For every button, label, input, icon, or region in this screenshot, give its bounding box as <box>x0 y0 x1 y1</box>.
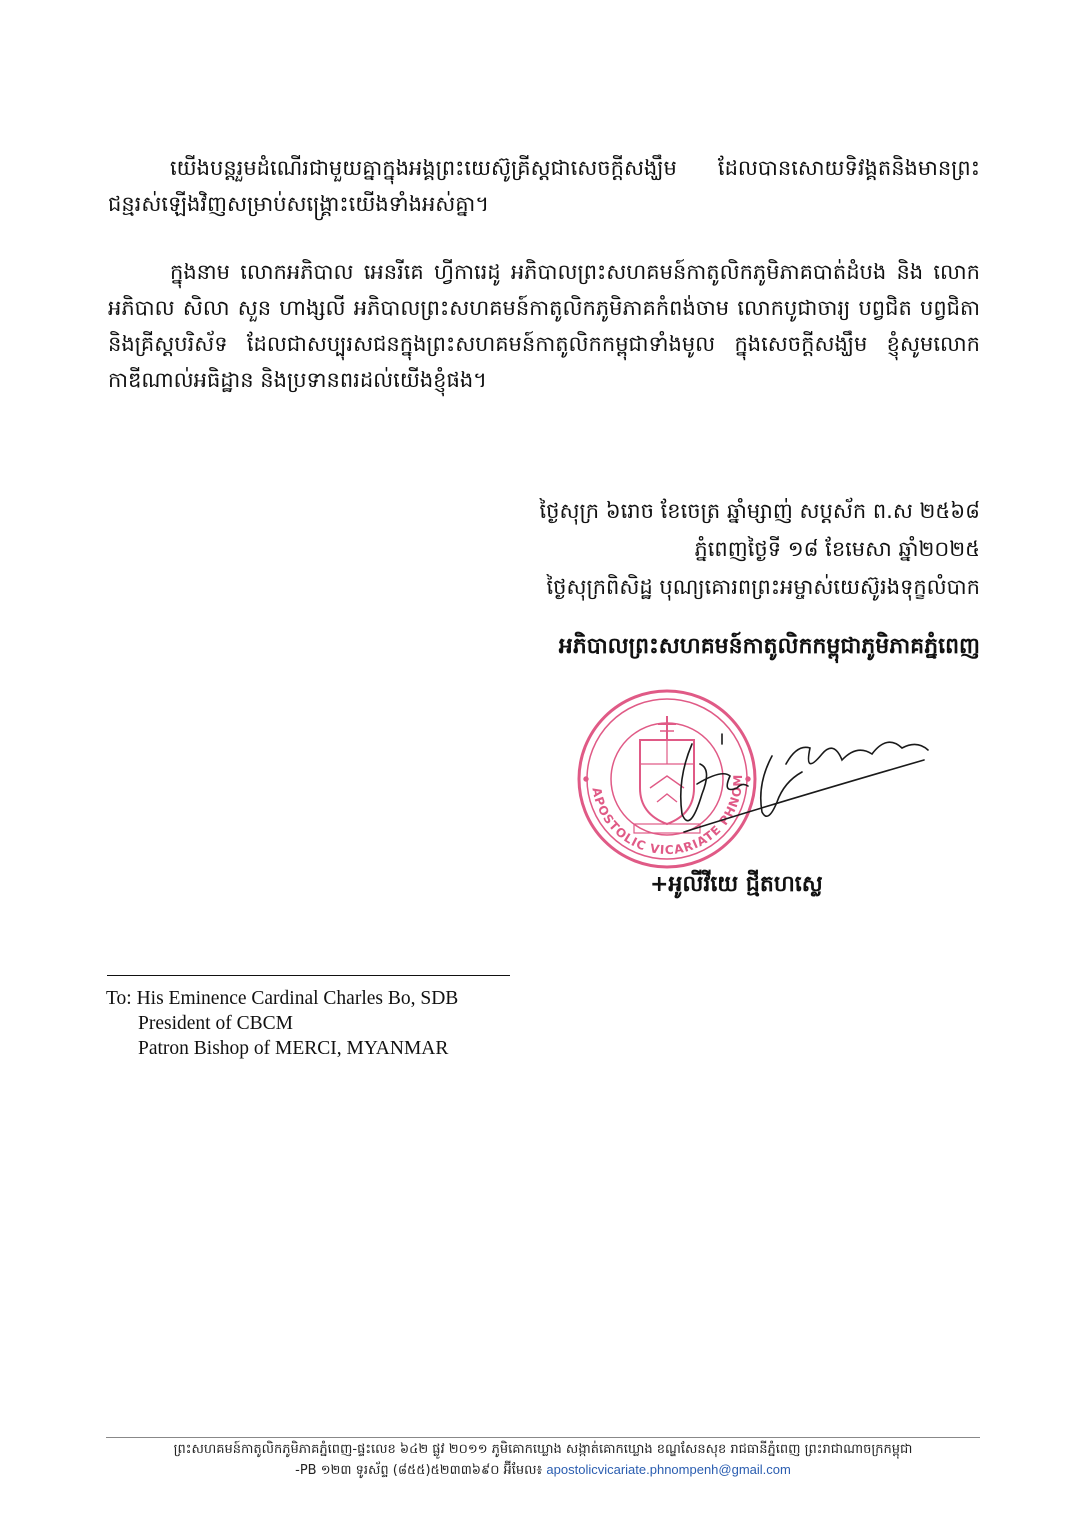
addressee-block <box>106 986 458 1061</box>
footer-email-link[interactable]: apostolicvicariate.phnompenh@gmail.com <box>546 1462 791 1477</box>
seal-and-signature <box>572 684 942 874</box>
occasion-line: ថ្ងៃសុក្រពិសិដ្ឋ បុណ្យគោរពព្រះអម្ចាស់យេស៊ូរងទុក្ខលំបាក <box>546 575 980 599</box>
footer-divider <box>106 1437 980 1438</box>
addressee-line-3: Patron Bishop of MERCI, MYANMAR <box>138 1038 449 1059</box>
paragraph-1-text: យើងបន្តរួមដំណើរជាមួយគ្នាក្នុងអង្គព្រះយេស៊ូគ្រីស្តជាសេចក្ដីសង្ឃឹម ដែលបានសោយទិវង្គតនិងមានព្រះជន្មរស់ឡើងវិញសម្រាប់សង្គ្រោះយើងទាំងអស់គ្នា។ <box>108 156 980 216</box>
addressee-line-2: President of CBCM <box>138 1013 293 1034</box>
date-block <box>540 492 980 606</box>
signatory-name: +អូលីវីយេ ជ្មីតហស្លេ <box>650 872 823 897</box>
separator-line <box>107 975 510 976</box>
solar-date: ភ្នំពេញថ្ងៃទី ១៨ ខែមេសា ឆ្នាំ២០២៥ <box>694 537 980 561</box>
seal-stamp-icon <box>572 684 942 874</box>
lunar-date: ថ្ងៃសុក្រ ៦រោច ខែចេត្រ ឆ្នាំម្សាញ់ សប្តស័ក ព.ស ២៥៦៨ <box>539 499 980 523</box>
body-paragraph-2 <box>108 254 980 398</box>
body-paragraph-1 <box>108 150 980 222</box>
seal-text: APOSTOLIC VICARIATE PHNOM <box>589 773 746 858</box>
footer-contact <box>100 1460 986 1481</box>
footer-contact-prefix: -PB ១២៣ ទូរស័ព្ទ (៨៥៥)៥២៣៣៦៩០ អ៊ីមែល៖ <box>295 1463 543 1478</box>
signatory-office-title: អភិបាលព្រះសហគមន៍កាតូលិកកម្ពុជាភូមិភាគភ្នំពេញ <box>558 634 980 659</box>
page-footer <box>100 1440 986 1481</box>
footer-address: ព្រះសហគមន៍កាតូលិកភូមិភាគភ្នំពេញ-ផ្ទះលេខ ៦៤២ ផ្លូវ ២០១១ ភូមិគោកឃ្លោង សង្កាត់គោកឃ្លោង ខណ្ឌសែនសុខ រាជធានីភ្នំពេញ ព្រះរាជាណាចក្រកម្ពុជា <box>173 1442 913 1457</box>
paragraph-2-text: ក្នុងនាម លោកអភិបាល អេនរីគេ ហ្វីការេដូ អភិបាលព្រះសហគមន៍កាតូលិកភូមិភាគបាត់ដំបង និង លោកអភិបាល សិលា សួន ហាង្សលី អភិបាលព្រះសហគមន៍កាតូលិកភូមិភាគកំពង់ចាម លោកបូជាចារ្យ បព្វជិត បព្វជិតា និងគ្រីស្តបរិស័ទ ដែលជាសប្បុរសជនក្នុងព្រះសហគមន៍កាតូលិកកម្ពុជាទាំងមូល ក្នុងសេចក្ដីសង្ឃឹម ខ្ញុំសូមលោកកាឌីណាល់អធិដ្ឋាន និងប្រទានពរដល់យើងខ្ញុំផង។ <box>108 260 980 392</box>
addressee-line-1: To: His Eminence Cardinal Charles Bo, SDB <box>106 988 459 1009</box>
